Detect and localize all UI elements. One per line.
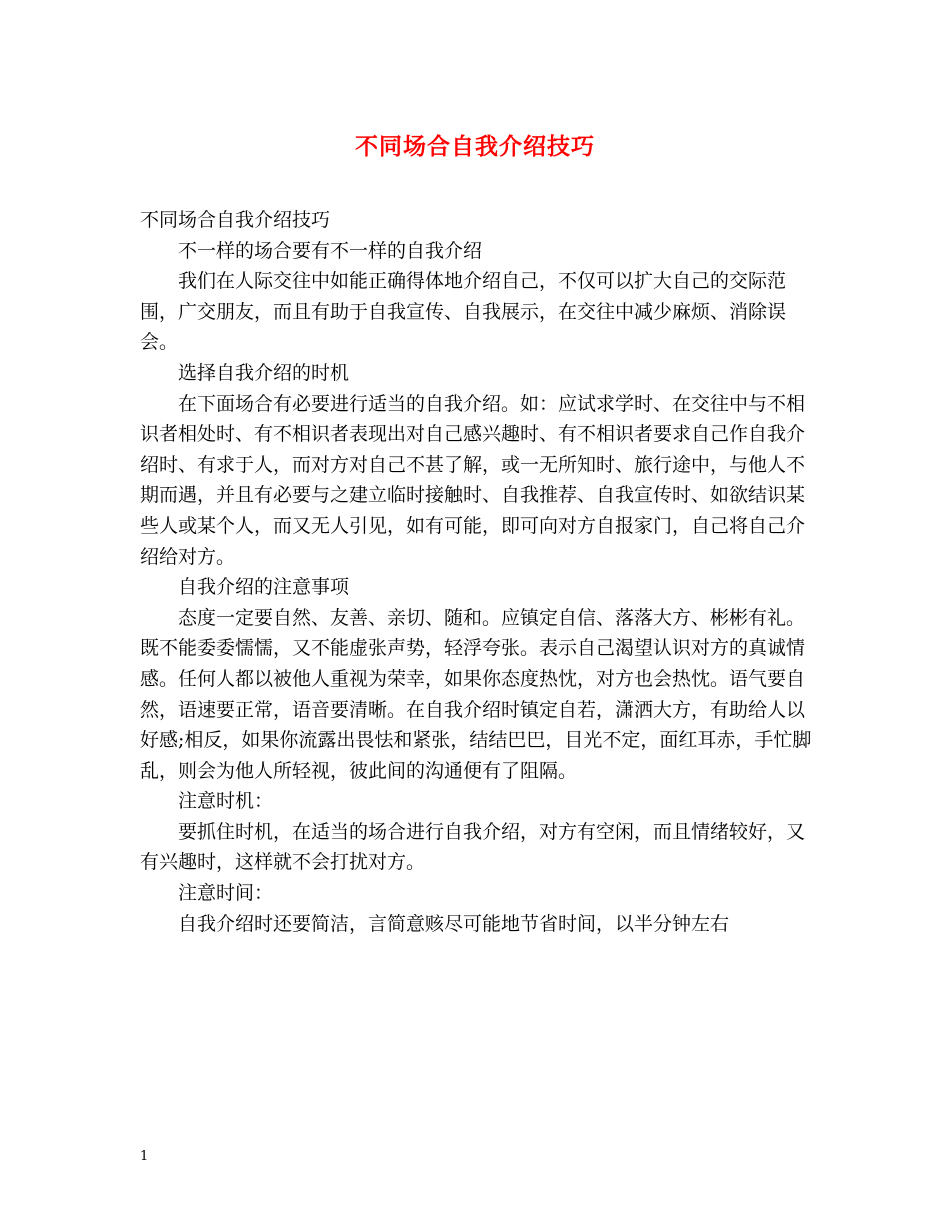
document-body [140, 205, 820, 939]
paragraph-heading: 不同场合自我介绍技巧 [140, 209, 331, 231]
page-number: 1 [140, 1149, 149, 1164]
document-title: 不同场合自我介绍技巧 [355, 133, 595, 160]
paragraph-timing: 在下面场合有必要进行适当的自我介绍。如：应试求学时、在交往中与不相识者相处时、有不相识者表现出对自己感兴趣时、有不相识者要求自己作自我介绍时、有求于人，而对方对自己不甚了解，或一无所知时、旅行途中，与他人不期而遇，并且有必要与之建立临时接触时、自我推荐、自我宣传时、如欲结识某些人或某个人，而又无人引见，如有可能，即可向对方自报家门，自己将自己介绍给对方。 [140, 392, 806, 568]
paragraph-occasion: 要抓住时机，在适当的场合进行自我介绍，对方有空闲，而且情绪较好，又有兴趣时，这样就不会打扰对方。 [140, 820, 806, 874]
paragraph-intro: 我们在人际交往中如能正确得体地介绍自己，不仅可以扩大自己的交际范围，广交朋友，而且有助于自我宣传、自我展示，在交往中减少麻烦、消除误会。 [140, 270, 787, 354]
section-heading-timing: 选择自我介绍的时机 [178, 361, 350, 384]
paragraph-subheading: 不一样的场合要有不一样的自我介绍 [178, 239, 483, 262]
paragraph-duration: 自我介绍时还要简洁，言简意赅尽可能地节省时间，以半分钟左右 [178, 912, 730, 935]
section-heading-notes: 自我介绍的注意事项 [178, 576, 350, 599]
paragraph-attitude: 态度一定要自然、友善、亲切、随和。应镇定自信、落落大方、彬彬有礼。既不能委委懦懦，又不能虚张声势，轻浮夸张。表示自己渴望认识对方的真诚情感。任何人都以被他人重视为荣幸，如果你态度热忱，对方也会热忱。语气要自然，语速要正常，语音要清晰。在自我介绍时镇定自若，潇洒大方，有助给人以好感;相反，如果你流露出畏怯和紧张，结结巴巴，目光不定，面红耳赤，手忙脚乱，则会为他人所轻视，彼此间的沟通便有了阻隔。 [140, 606, 812, 782]
section-heading-duration: 注意时间： [178, 882, 274, 905]
section-heading-occasion: 注意时机： [178, 790, 274, 813]
